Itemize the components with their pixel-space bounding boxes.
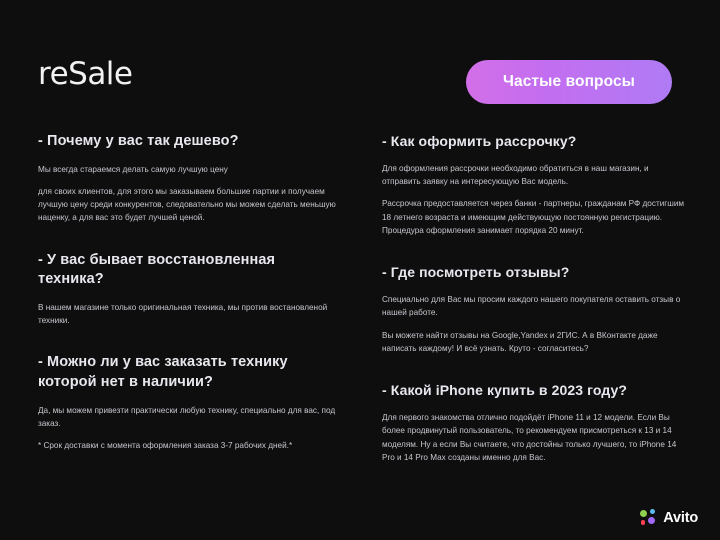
faq-answer-line: Для первого знакомства отлично подойдёт iPhone 11 и 12 модели. Если Вы более продвинутый пользователь, то рекомендуем присмотреться к 13 и 14 моделям. Ну а если Вы считаете, что достойны только лучшего, то iPhone 14 Pro и 14 Pro Max созданы именно для Вас.	[382, 413, 677, 463]
faq-question: - Как оформить рассрочку?	[382, 133, 577, 149]
faq-column-right	[348, 132, 720, 490]
faq-question: - У вас бывает восстановленная техника?	[38, 251, 276, 288]
faq-answer	[38, 404, 336, 453]
faq-answer	[38, 163, 336, 225]
faq-badge-label: Частые вопросы	[502, 73, 636, 90]
faq-item	[38, 251, 336, 328]
brand-logo: reSale	[38, 56, 133, 92]
faq-answer-line: Специально для Вас мы просим каждого нашего покупателя оставить отзыв о нашей работе.	[382, 295, 681, 318]
faq-item	[382, 132, 686, 237]
faq-question: - Почему у вас так дешево?	[38, 133, 239, 149]
faq-item	[382, 381, 686, 464]
faq-answer-line: Вы можете найти отзывы на Google,Yandex и 2ГИС. А в ВКонтакте даже написать каждому! И всё узнать. Круто - согласитесь?	[382, 330, 658, 354]
faq-question: - Можно ли у вас заказать технику которой нет в наличии?	[38, 354, 288, 390]
faq-answer	[382, 162, 686, 237]
faq-answer	[38, 301, 336, 328]
faq-question: - Какой iPhone купить в 2023 году?	[382, 382, 628, 399]
faq-columns	[0, 132, 720, 490]
faq-answer-note: * Срок доставки с момента оформления заказа 3-7 рабочих дней.*	[38, 441, 293, 451]
faq-question: - Где посмотреть отзывы?	[382, 264, 570, 281]
faq-badge[interactable]	[466, 60, 672, 104]
faq-answer-line: для своих клиентов, для этого мы заказываем большие партии и получаем лучшую цену среди конкурентов, следовательно мы можем сделать меньшую наценку, а для вас это будет лучшей ценой.	[38, 186, 336, 223]
avito-logo-icon	[640, 509, 657, 526]
avito-wordmark: Avito	[663, 509, 698, 526]
faq-answer-line: В нашем магазине только оригинальная техника, мы против востановленой техники.	[38, 302, 328, 326]
faq-answer-line: Для оформления рассрочки необходимо обратиться в наш магазин, и отправить заявку на интересующую Вас модель.	[382, 163, 649, 187]
faq-item	[38, 353, 336, 452]
faq-answer	[382, 293, 686, 355]
faq-answer-line: Рассрочка предоставляется через банки - партнеры, гражданам РФ достигшим 18 летнего возраста и имеющим действующую постоянную регистрацию. Процедура оформления занимает порядка 20 минут.	[382, 199, 685, 236]
faq-item	[38, 132, 336, 225]
faq-item	[382, 263, 686, 355]
faq-answer	[382, 411, 686, 464]
avito-watermark	[640, 509, 698, 526]
faq-answer-line: Мы всегда стараемся делать самую лучшую цену	[38, 164, 228, 174]
faq-column-left	[0, 132, 348, 490]
faq-answer-line: Да, мы можем привезти практически любую технику, специально для вас, под заказ.	[38, 405, 336, 428]
